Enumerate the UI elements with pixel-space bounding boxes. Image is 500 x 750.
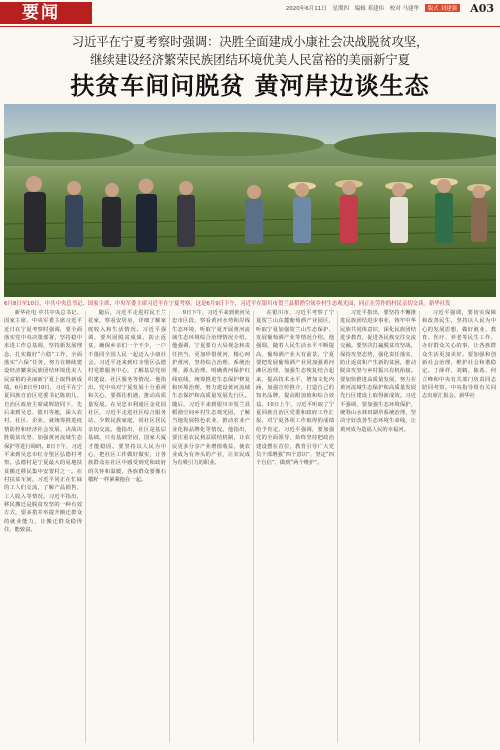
proofreader-credit: 校对 马建华 [389,6,419,12]
article-headline: 扶贫车间问脱贫 黄河岸边谈生态 [70,71,430,100]
column-divider [337,311,338,743]
article-column-5 [340,309,416,745]
column-divider [253,311,254,743]
article-paragraph: 习近平强调，要切实保障和改善民生，坚持以人民为中心的发展思想，做好就业、教育、医疗、养老等民生工作，办好群众关心的事，让各族群众生活更加美好。要加强和创新社会治理，维护社会和谐稳定。丁薛祥、刘鹤、陈希、何立峰和中央有关部门负责同志陪同考察。中央指导组有关同志出席汇报会。新华社 [422,310,496,400]
article-paragraph: 习近平指出，要坚持不懈推进民族团结进步事业，铸牢中华民族共同体意识，深化民族团结进步教育，促进各民族交往交流交融。要坚决打赢脱贫攻坚战，保持攻坚态势，强化责任落实，防止返贫和产生新的贫困，推动脱贫攻坚与乡村振兴有机衔接。要加快推进高质量发展，努力在黄河流域生态保护和高质量发展先行区建设上取得新成效。习近平强调，要加强生态环境保护，统筹山水林田湖草系统治理，坚决守好改善生态环境生命线，让黄河成为造福人民的幸福河。 [340,310,416,433]
news-photo [4,104,496,297]
section-tag: 要闻 [0,2,92,24]
article-paragraph: 在银川市，习近平考察了宁夏贺兰山东麓葡萄酒产业园区，听取宁夏加强贺兰山生态保护、发展葡萄酒产业等情况介绍。他强调，随着人民生活水平不断提高，葡萄酒产业大有前景。宁夏要把发展葡萄酒产业同加强黄河滩区治理、加强生态恢复结合起来，提高技术水平，增加文化内涵，加强宣传推介，打造自己的知名品牌，提高附加值和综合效益。10日上午，习近平听取了宁夏回族自治区党委和政府工作汇报，对宁夏各项工作取得的成绩给予肯定。习近平强调，要加强党的全面领导，始终坚持把政治建设摆在首位，教育引导广大党员干部增强“四个意识”、坚定“四个自信”、做到“两个维护”。 [256,310,334,467]
masthead-meta [282,4,460,12]
farmers-group-icon [4,104,496,297]
article-paragraph: 随后，习近平走进村民王兰花家，察看安居房，详细了解家庭收入和生活情况。习近平强调，要巩固脱贫成果，防止返贫，确保乡亲们一个不少、一户不落同全国人民一起迈入小康社会。习近平还来到红寺堡区弘德村党群服务中心，了解基层党组织建设、社区服务等情况。他指出，党中央对宁夏发展十分重视和关心，要抓住机遇，推动高质量发展。在吴忠市利通区金花园社区，习近平走进社区综合服务站、少数民族家庭，同社区居民亲切交流。他指出，社区是基层基础，只有基础坚固，国家大厦才能稳固。要坚持以人民为中心，把社区工作做好做实，让各族群众在社区中感受到党和政府的关怀和温暖，各族群众要像石榴籽一样紧紧抱在一起。 [88,310,166,483]
article-column-3 [172,309,250,745]
layout-credit: 版式 刘建强 [425,4,460,12]
column-divider [85,311,86,743]
issue-weekday: 星期四 [332,6,349,12]
photo-caption: 6月8日至10日，中共中央总书记、国家主席、中央军委主席习近平在宁夏考察。这是6月9日下午，习近平在银川市贺兰县稻渔空间乡村生态观光园，同正在劳作的村民亲切交谈。新华社发 [4,301,451,307]
masthead [0,0,500,26]
article-column-4 [256,309,334,745]
page-number: A03 [470,2,494,15]
header-rule [0,26,500,27]
article-body [4,309,496,745]
issue-date: 2020年6月11日 [285,6,327,12]
editor-credit: 编辑 邓建伟 [354,6,384,12]
article-column-2 [88,309,166,745]
article-paragraph: 9日下午，习近平来到黄河吴忠市区段，察看黄河水势和岸线生态环境，听取宁夏开展黄河流域生态环境综合治理情况介绍。他强调，宁夏要有大局观念和责任担当，更加珍惜黄河，精心呵护黄河，坚持综合治理、系统治理、源头治理，明确黄河保护红线底线，统筹推进生态保护修复和环境治理，努力建设黄河流域生态保护和高质量发展先行区。随后，习近平来到银川市贺兰县稻渔空间乡村生态观光园，了解当地发展特色农业、推动农业产业化和品牌化等情况。他指出，要注重农民利益联结机制，让农民更多分享产业增值收益，使农业成为有奔头的产业，让农民成为有吸引力的职业。 [172,310,250,467]
column-divider [419,311,420,743]
article-column-6 [422,309,496,745]
article-subtitle-2: 继续建设经济繁荣民族团结环境优美人民富裕的美丽新宁夏 [90,52,410,67]
article-paragraph: 新华社电 中共中央总书记、国家主席、中央军委主席习近平近日在宁夏考察时强调，要全面落实党中央决策部署，坚持稳中求进工作总基调，坚持新发展理念，扎实做好“六稳”工作，全面落实“六保”任务，努力在继续建设经济繁荣民族团结环境优美人民富裕的美丽新宁夏上取得新成绩。6月8日至10日，习近平在宁夏回族自治区党委书记陈润儿、自治区政府主席咸辉陪同下，先后来到吴忠、银川等地，深入农村、社区、企业，就统筹推进疫情防控和经济社会发展、决战决胜脱贫攻坚、加强黄河流域生态保护等进行调研。8日下午，习近平来到吴忠市红寺堡区弘德村考察。弘德村是宁夏最大的易地扶贫搬迁移民集中安置村之一。在村扶贫车间，习近平同正在忙碌的工人们交流，了解产品销售、工人收入等情况。习近平指出，移民搬迁是脱贫攻坚的一种有效方式，要多措并举提升搬迁群众的就业能力，让搬迁群众稳得住、能致富。 [4,310,82,533]
column-divider [169,311,170,743]
article-subtitle-1: 习近平在宁夏考察时强调：决胜全面建成小康社会决战脱贫攻坚， [71,34,429,49]
article-column-1 [4,309,82,745]
